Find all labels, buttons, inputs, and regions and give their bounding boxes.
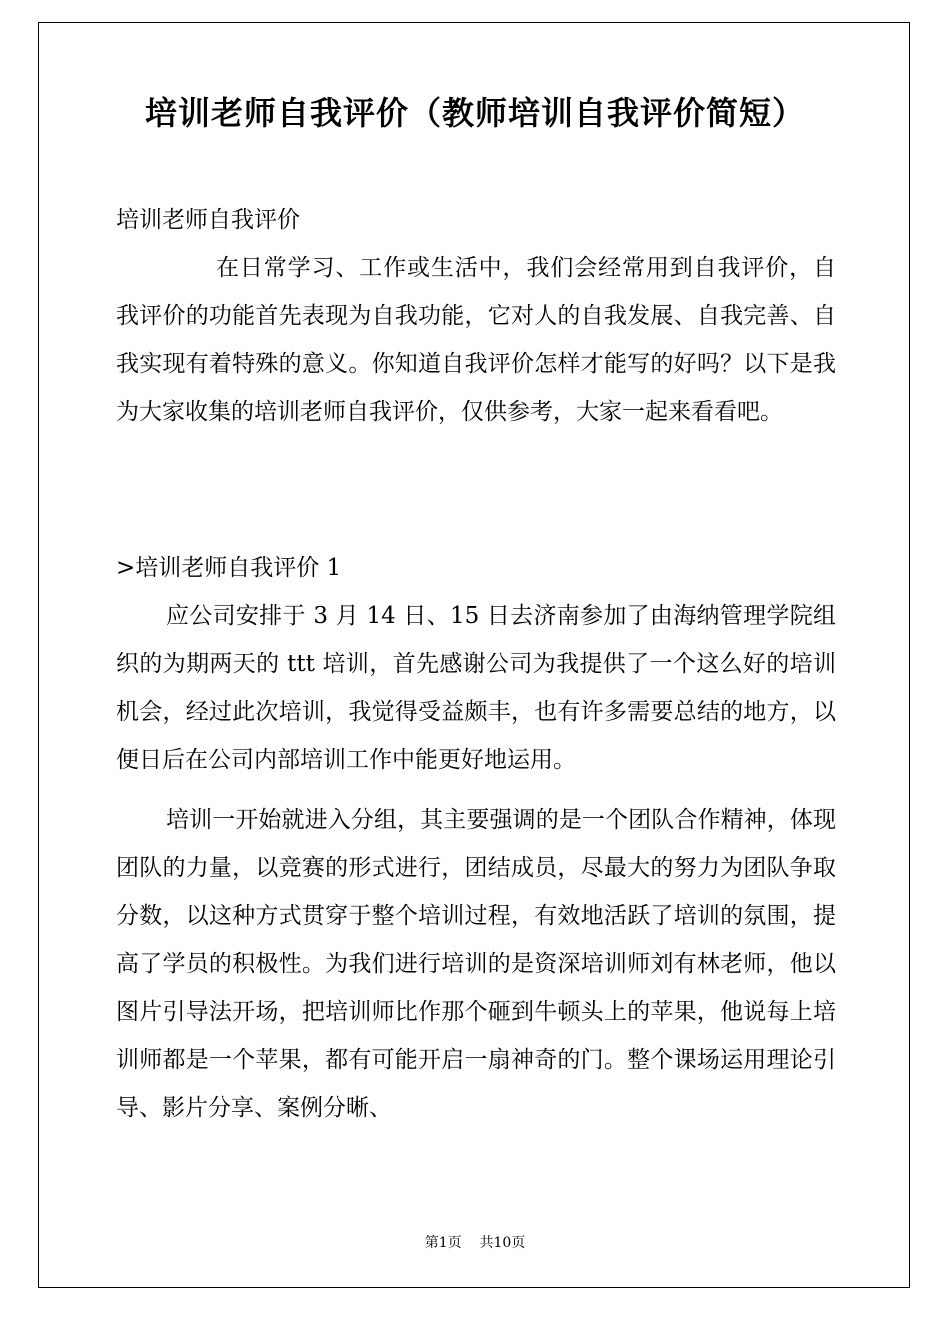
intro-paragraph: 在日常学习、工作或生活中，我们会经常用到自我评价，自我评价的功能首先表现为自我功能，它对人的自我发展、自我完善、自我实现有着特殊的意义。你知道自我评价怎样才能写的好吗？以下是我为大家收集的培训老师自我评价，仅供参考，大家一起来看看吧。 <box>116 255 836 425</box>
body-paragraph: 培训一开始就进入分组，其主要强调的是一个团队合作精神，体现团队的力量，以竞赛的形式进行，团结成员，尽最大的努力为团队争取分数，以这种方式贯穿于整个培训过程，有效地活跃了培训的氛围，提高了学员的积极性。为我们进行培训的是资深培训师刘有林老师，他以图片引导法开场，把培训师比作那个砸到牛顿头上的苹果，他说每上培训师都是一个苹果，都有可能开启一扇神奇的门。整个课场运用理论引导、影片分享、案例分晰、 <box>116 807 836 1121</box>
page-footer: 第1页 共10页 <box>424 1235 526 1251</box>
document-title: 培训老师自我评价（教师培训自我评价简短） <box>144 94 805 132</box>
body-paragraph: 应公司安排于 3 月 14 日、15 日去济南参加了由海纳管理学院组织的为期两天的 ttt 培训，首先感谢公司为我提供了一个这么好的培训机会，经过此次培训，我觉得受益颇丰，也有许多需要总结的地方，以便日后在公司内部培训工作中能更好地运用。 <box>116 603 836 773</box>
section-heading: >培训老师自我评价 1 <box>116 555 342 581</box>
document-subtitle: 培训老师自我评价 <box>116 207 300 233</box>
